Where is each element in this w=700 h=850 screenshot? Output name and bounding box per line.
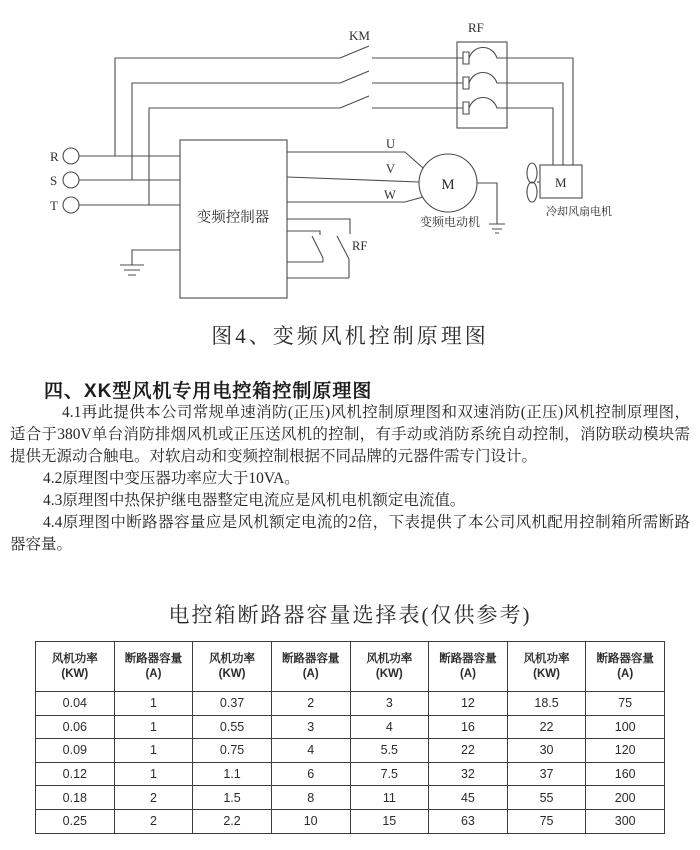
rf-bottom-label: RF: [352, 239, 368, 253]
table-cell: 3: [271, 715, 350, 739]
vfd-controller: [180, 140, 287, 298]
column-header: 风机功率 (KW): [36, 642, 115, 692]
terminal-t: [63, 197, 79, 213]
breaker-table-head: [36, 642, 665, 692]
wiring-diagram: [0, 0, 700, 315]
table-cell: 4: [350, 715, 429, 739]
uvw-output-wires: [287, 137, 423, 202]
fan-blade-icon: [527, 182, 537, 202]
table-cell: 0.37: [193, 692, 272, 716]
table-row: [36, 739, 665, 763]
table-cell: 7.5: [350, 762, 429, 786]
column-header: 风机功率 (KW): [193, 642, 272, 692]
table-cell: 0.25: [36, 809, 115, 833]
column-header: 断路器容量 (A): [271, 642, 350, 692]
paragraph-4-4: 4.4原理图中断路器容量应是风机额定电流的2倍，下表提供了本公司风机配用控制箱所需断路器容量。: [10, 514, 690, 553]
table-cell: 120: [586, 739, 665, 763]
table-cell: 55: [507, 786, 586, 810]
ground-symbol: [120, 250, 180, 275]
terminal-t-label: T: [50, 198, 58, 213]
section-heading: 四、XK型风机专用电控箱控制原理图: [44, 381, 373, 402]
mains-wires: [79, 58, 340, 205]
table-cell: 16: [429, 715, 508, 739]
table-cell: 45: [429, 786, 508, 810]
table-row: [36, 786, 665, 810]
table-cell: 100: [586, 715, 665, 739]
motor-caption: 变频电动机: [419, 215, 481, 229]
table-cell: 200: [586, 786, 665, 810]
fan-motor-m-label: M: [555, 175, 567, 190]
table-row: [36, 692, 665, 716]
fan-blade-icon: [527, 163, 537, 183]
table-cell: 3: [350, 692, 429, 716]
table-cell: 2: [271, 692, 350, 716]
phase-v-label: V: [386, 162, 396, 176]
table-cell: 2: [114, 809, 193, 833]
table-cell: 2.2: [193, 809, 272, 833]
terminal-s-label: S: [50, 173, 58, 188]
table-cell: 12: [429, 692, 508, 716]
paragraph-4-3: 4.3原理图中热保护继电器整定电流应是风机电机额定电流值。: [43, 492, 466, 509]
table-cell: 0.06: [36, 715, 115, 739]
table-cell: 300: [586, 809, 665, 833]
terminal-r: [63, 148, 79, 164]
breaker-table-body: [36, 692, 665, 834]
table-cell: 1: [114, 715, 193, 739]
table-cell: 0.55: [193, 715, 272, 739]
vfd-motor: [419, 154, 505, 233]
column-header: 风机功率 (KW): [350, 642, 429, 692]
table-row: [36, 809, 665, 833]
terminal-s: [63, 172, 79, 188]
rf-top-label: RF: [468, 20, 484, 35]
table-cell: 1.5: [193, 786, 272, 810]
table-cell: 18.5: [507, 692, 586, 716]
table-cell: 0.12: [36, 762, 115, 786]
fan-motor-caption: 冷却风扇电机: [546, 206, 612, 218]
table-cell: 32: [429, 762, 508, 786]
table-cell: 63: [429, 809, 508, 833]
phase-u-label: U: [386, 137, 396, 151]
table-cell: 10: [271, 809, 350, 833]
table-cell: 75: [586, 692, 665, 716]
cooling-fan-motor: [527, 163, 612, 218]
table-cell: 1: [114, 692, 193, 716]
table-cell: 30: [507, 739, 586, 763]
phase-w-label: W: [384, 188, 396, 202]
paragraph-4-2: 4.2原理图中变压器功率应大于10VA。: [43, 470, 300, 487]
table-cell: 2: [114, 786, 193, 810]
motor-m-label: M: [441, 177, 455, 193]
table-row: [36, 715, 665, 739]
table-cell: 0.75: [193, 739, 272, 763]
table-cell: 75: [507, 809, 586, 833]
column-header: 断路器容量 (A): [586, 642, 665, 692]
terminal-r-label: R: [50, 149, 59, 164]
table-cell: 15: [350, 809, 429, 833]
paragraph-4-1: 4.1再此提供本公司常规单速消防(正压)风机控制原理图和双速消防(正压)风机控制原理图，适合于380V单台消防排烟风机或正压送风机的控制，有手动或消防系统自动控制，消防联动模块需提供无源动合触电。对软启动和变频控制根据不同品牌的元器件需专门设计。: [10, 404, 690, 465]
column-header: 断路器容量 (A): [114, 642, 193, 692]
thermal-relay-rf: [457, 20, 507, 128]
table-cell: 8: [271, 786, 350, 810]
breaker-table: [35, 641, 665, 834]
table-cell: 0.18: [36, 786, 115, 810]
table-cell: 4: [271, 739, 350, 763]
table-cell: 0.09: [36, 739, 115, 763]
table-cell: 160: [586, 762, 665, 786]
table-cell: 1: [114, 762, 193, 786]
column-header: 风机功率 (KW): [507, 642, 586, 692]
table-cell: 22: [429, 739, 508, 763]
table-cell: 5.5: [350, 739, 429, 763]
vfd-controller-label: 变频控制器: [196, 210, 270, 226]
supply-terminals: [50, 148, 79, 213]
table-row: [36, 762, 665, 786]
table-cell: 22: [507, 715, 586, 739]
table-cell: 0.04: [36, 692, 115, 716]
ground-symbol: [477, 183, 505, 233]
table-cell: 11: [350, 786, 429, 810]
table-title: 电控箱断路器容量选择表(仅供参考): [168, 603, 532, 627]
table-cell: 37: [507, 762, 586, 786]
km-label: KM: [349, 28, 370, 43]
figure-caption: 图4、变频风机控制原理图: [211, 324, 489, 348]
column-header: 断路器容量 (A): [429, 642, 508, 692]
km-contactor: [340, 28, 457, 108]
table-cell: 1.1: [193, 762, 272, 786]
rf-aux-contacts: [287, 219, 367, 278]
fan-feed-wires: [507, 58, 573, 165]
table-cell: 6: [271, 762, 350, 786]
table-cell: 1: [114, 739, 193, 763]
body-text: [10, 402, 690, 556]
